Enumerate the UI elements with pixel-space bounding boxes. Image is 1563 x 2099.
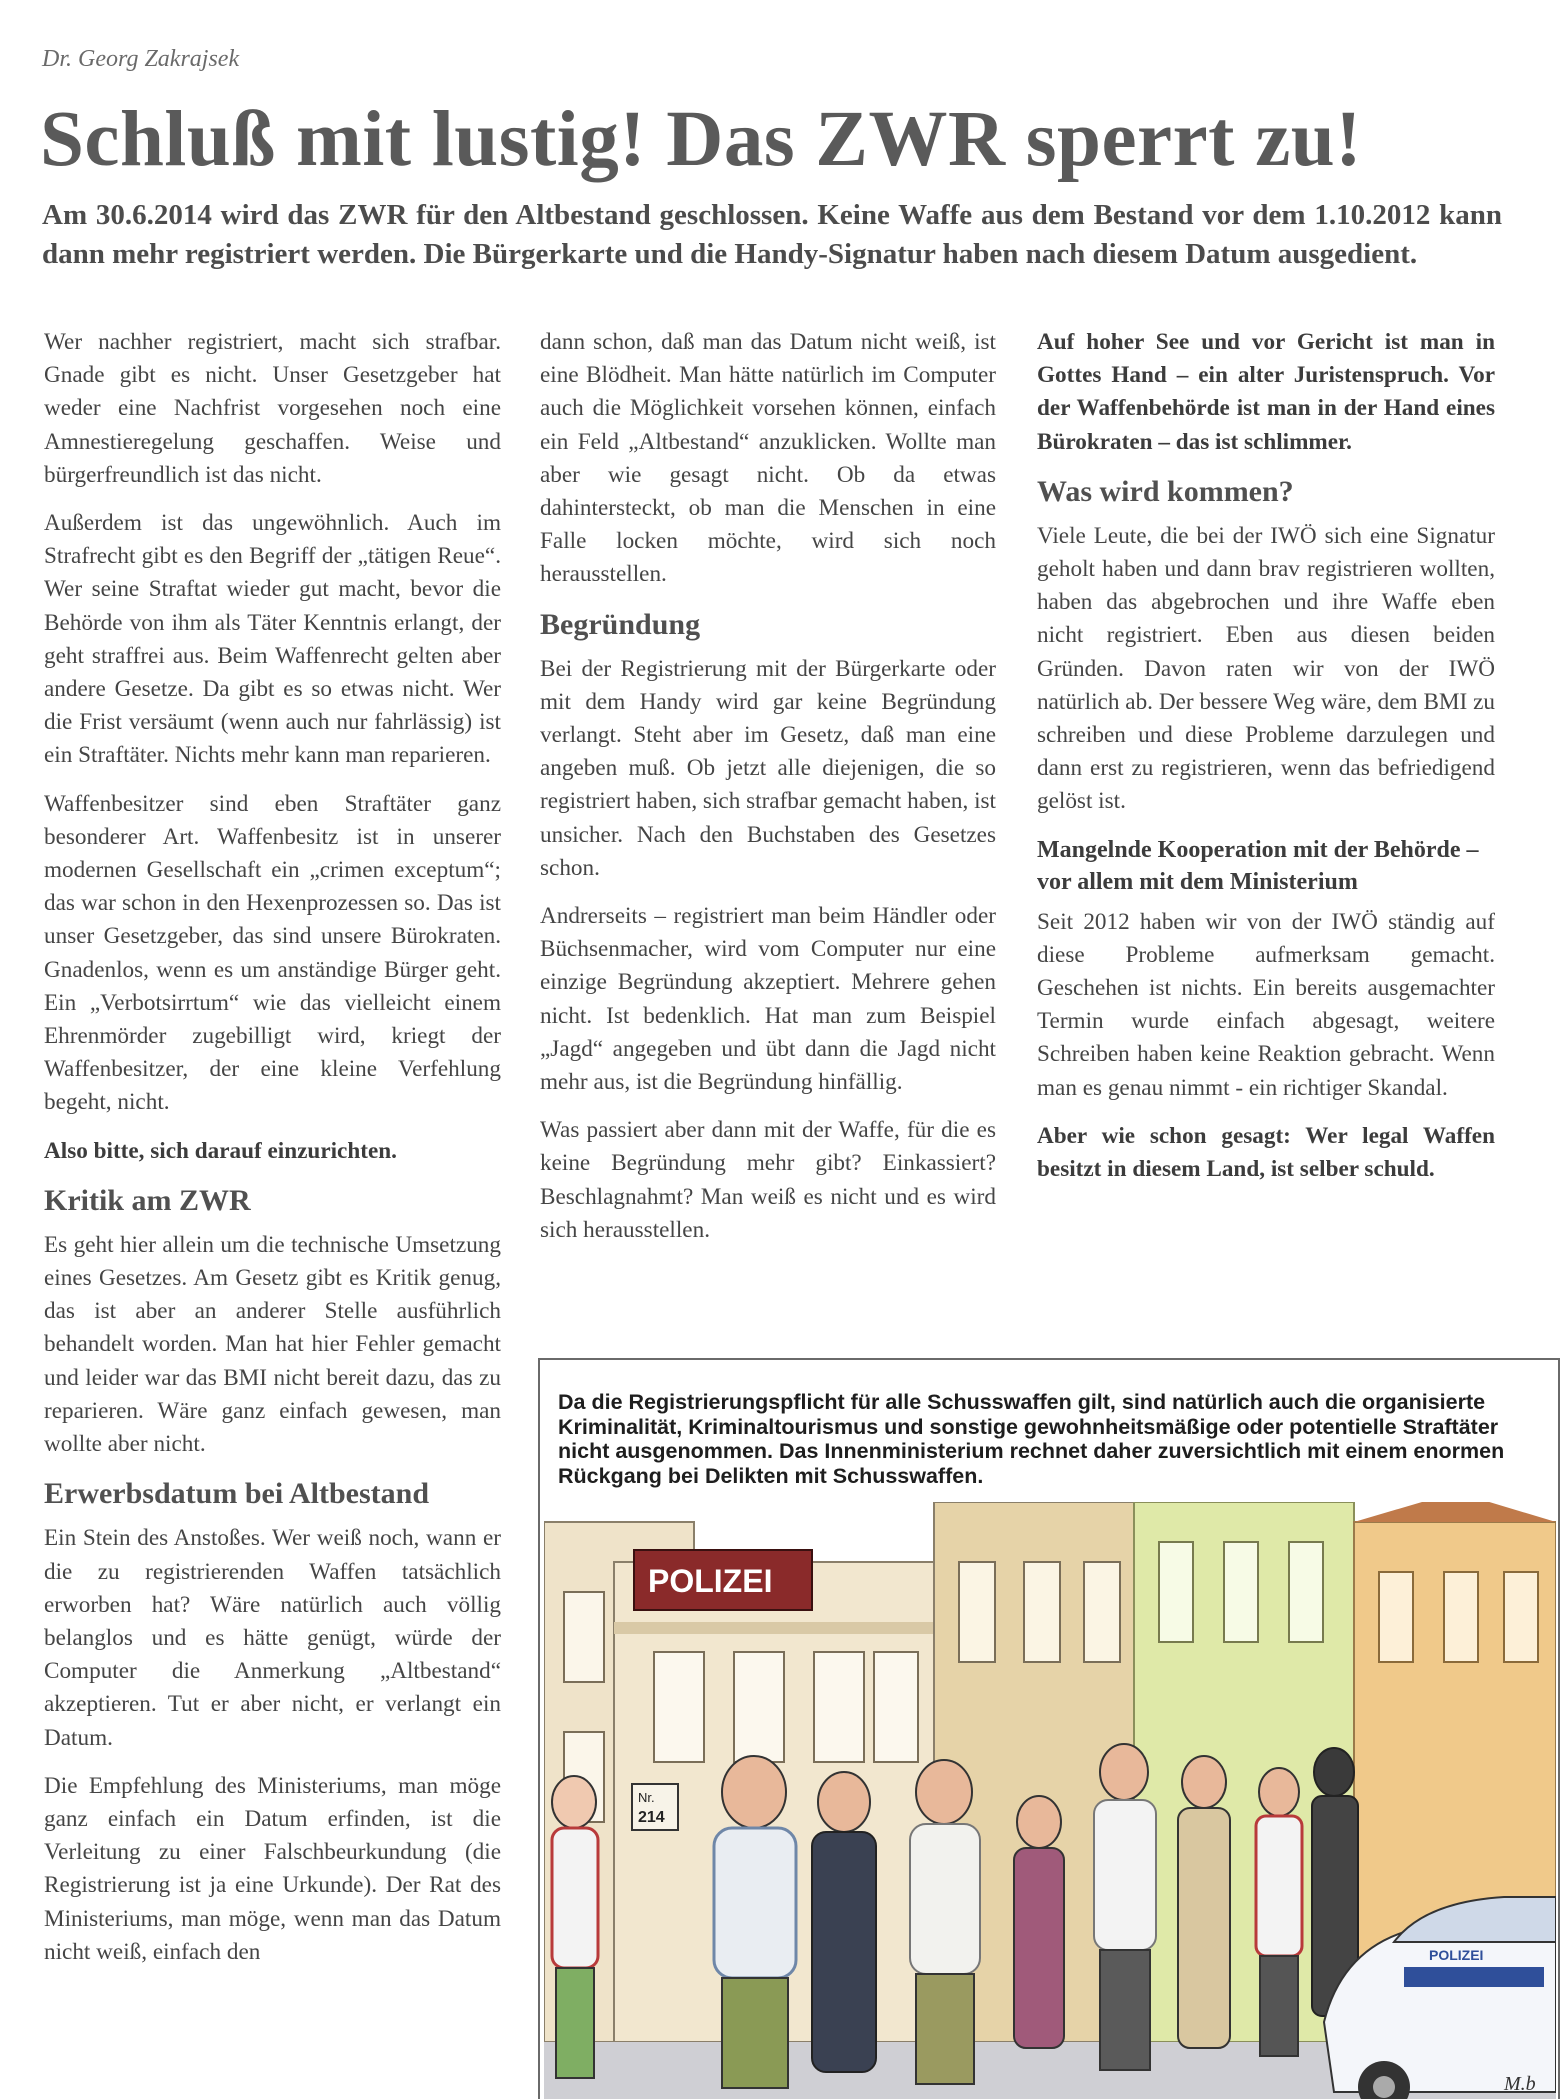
house-number-label: Nr. xyxy=(638,1790,655,1805)
paragraph: Waffenbesitzer sind eben Straftäter ganz besonderer Art. Waffenbesitz ist in unserer modernen Gesellschaft ein „crimen exceptum“; das war schon in den Hexenprozessen so. Das ist unser Gesetzgeber, das sind unsere Bürokraten. Gnadenlos, wenn es um anständige Bürger geht. Ein „Verbotsirrtum“ wie das vielleicht einem Ehrenmörder zugebilligt wird, kriegt der Waffenbesitzer, der eine kleine Verfehlung begeht, nicht. xyxy=(44,790,501,1116)
section-heading: Was wird kommen? xyxy=(1037,474,1294,508)
cartoon-box xyxy=(538,1358,1560,2099)
paragraph: Ein Stein des Anstoßes. Wer weiß noch, wann er die zu registrierenden Waffen tatsächlich erworben hat? Wäre natürlich auch völlig belanglos und es hätte genügt, würde der Computer die Anmerkung „Altbestand“ akzeptieren. Tut er aber nicht, er verlangt ein Datum. xyxy=(44,1525,501,1751)
emphasis-paragraph: Aber wie schon gesagt: Wer legal Waffen besitzt in diesem Land, ist selber schuld. xyxy=(1037,1122,1495,1183)
cartoon-caption: Da die Registrierungspflicht für alle Schusswaffen gilt, sind natürlich auch die organisierte Kriminalität, Kriminaltourismus und sonstige gewohnheitsmäßige oder potentielle Straftäter nicht ausgenommen. Das Innenministerium rechnet daher zuversichtlich mit einem enormen Rückgang bei Delikten mit Schusswaffen. xyxy=(558,1390,1505,1488)
emphasis-paragraph: Also bitte, sich darauf einzurichten. xyxy=(44,1137,397,1164)
paragraph: Es geht hier allein um die technische Umsetzung eines Gesetzes. Am Gesetz gibt es Kritik genug, das ist aber an anderer Stelle ausführlich behandelt worden. Man hat hier Fehler gemacht und leider war das BMI nicht bereit dazu, das zu reparieren. Wäre ganz einfach gewesen, man wollte aber nicht. xyxy=(44,1231,501,1458)
section-heading: Erwerbsdatum bei Altbestand xyxy=(44,1477,430,1511)
paragraph: Die Empfehlung des Ministeriums, man möge ganz einfach ein Datum erfinden, ist die Verleitung zu einer Falschbeurkundung (die Registrierung ist ja eine Urkunde). Der Rat des Ministeriums, man möge, wenn man das Datum nicht weiß, einfach den xyxy=(44,1772,501,1965)
paragraph: Viele Leute, die bei der IWÖ sich eine Signatur geholt haben und dann brav registrieren wollten, haben das abgebrochen und ihre Waffe eben nicht registriert. Eben aus diesen beiden Gründen. Davon raten wir von der IWÖ natürlich ab. Der bessere Weg wäre, dem BMI zu schreiben und diese Probleme darzulegen und dann erst zu registrieren, wenn das befriedigend gelöst ist. xyxy=(1037,522,1495,815)
house-number: 214 xyxy=(638,1809,665,1826)
column-3 xyxy=(1037,326,1495,1201)
paragraph: Bei der Registrierung mit der Bürgerkarte oder mit dem Handy wird gar keine Begründung verlangt. Steht aber im Gesetz, daß man eine angeben muß. Ob jetzt alle diejenigen, die so registriert haben, sich strafbar gemacht haben, ist unsicher. Nach den Buchstaben des Gesetzes schon. xyxy=(540,655,996,881)
paragraph: Was passiert aber dann mit der Waffe, für die es keine Begründung mehr gibt? Einkassiert? Beschlagnahmt? Man weiß es nicht und es wird sich herausstellen. xyxy=(540,1117,996,1243)
section-heading: Kritik am ZWR xyxy=(44,1183,251,1217)
author-name: Dr. Georg Zakrajsek xyxy=(42,46,240,72)
article-lead: Am 30.6.2014 wird das ZWR für den Altbestand geschlossen. Keine Waffe aus dem Bestand vor dem 1.10.2012 kann dann mehr registriert werden. Die Bürgerkarte und die Handy-Signatur haben nach diesem Datum ausgedient. xyxy=(42,199,1502,270)
subsection-heading: Mangelnde Kooperation mit der Behörde – vor allem mit dem Ministerium xyxy=(1037,836,1479,895)
paragraph: Andrerseits – registriert man beim Händler oder Büchsenmacher, wird vom Computer nur eine einzige Begründung akzeptiert. Mehrere gehen nicht. Ist bedenklich. Hat man zum Beispiel „Jagd“ angegeben und übt dann die Jagd nicht mehr aus, ist die Begründung hinfällig. xyxy=(540,903,996,1096)
artist-signature: M.b xyxy=(1504,2073,1536,2095)
paragraph: Außerdem ist das ungewöhnlich. Auch im Strafrecht gibt es den Begriff der „tätigen Reue“. Wer seine Straftat wieder gut macht, bevor die Behörde von ihm als Täter Kenntnis erlangt, der geht straffrei aus. Beim Waffenrecht gelten aber andere Gesetze. Da gibt es so etwas nicht. Wer die Frist versäumt (wenn auch nur fahrlässig) ist ein Straftäter. Nichts mehr kann man reparieren. xyxy=(44,510,501,769)
paragraph: dann schon, daß man das Datum nicht weiß, ist eine Blödheit. Man hätte natürlich im Computer auch die Möglichkeit vorsehen können, einfach ein Feld „Altbestand“ anzuklicken. Wollte man aber wie gesagt nicht. Ob da etwas dahintersteckt, ob man die Menschen in eine Falle locken möchte, wird sich noch herausstellen. xyxy=(540,329,996,588)
police-car-label: POLIZEI xyxy=(1429,1947,1484,1963)
police-sign-text: POLIZEI xyxy=(648,1563,773,1599)
column-2 xyxy=(540,326,996,1262)
cartoon-illustration xyxy=(544,1502,1556,2099)
emphasis-paragraph: Auf hoher See und vor Gericht ist man in Gottes Hand – ein alter Juristenspruch. Vor der Waffenbehörde ist man in der Hand eines Bürokraten – das ist schlimmer. xyxy=(1037,329,1495,455)
section-heading: Begründung xyxy=(540,607,701,641)
paragraph: Seit 2012 haben wir von der IWÖ ständig auf diese Probleme aufmerksam gemacht. Geschehen ist nichts. Ein bereits ausgemachter Termin wurde einfach abgesagt, weitere Schreiben haben keine Reaktion gebracht. Wenn man es genau nimmt - ein richtiger Skandal. xyxy=(1037,908,1495,1101)
column-1 xyxy=(44,326,501,1984)
article-title: Schluß mit lustig! Das ZWR sperrt zu! xyxy=(40,96,1363,183)
paragraph: Wer nachher registriert, macht sich strafbar. Gnade gibt es nicht. Unser Gesetzgeber hat weder eine Nachfrist vorgesehen noch eine Amnestieregelung geschaffen. Weise und bürgerfreundlich ist das nicht. xyxy=(44,329,501,488)
